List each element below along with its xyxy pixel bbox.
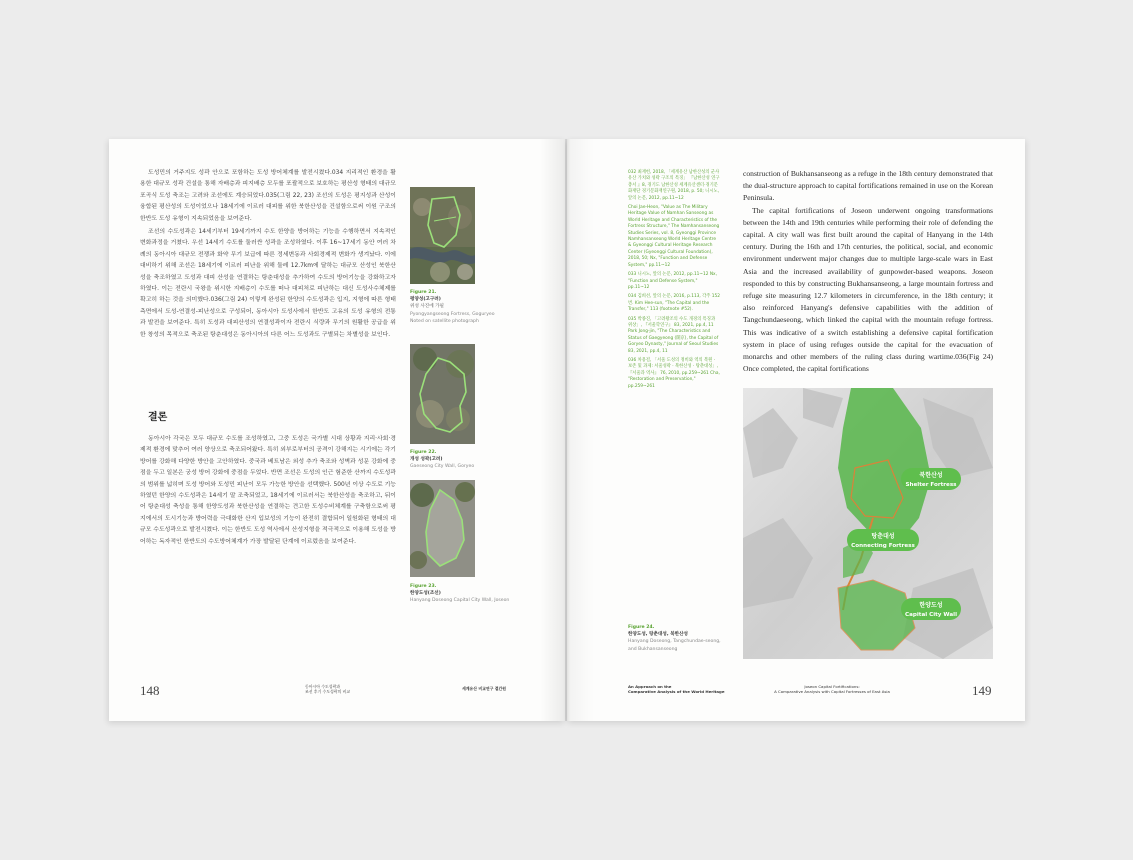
left-footer-series: 세계유산 비교연구 결간원 [462, 686, 507, 691]
footnote-036: 036 차용걸, 「서울 도성의 정비와 역의 복원 · 보존 및 과제: 서울성곽 · 북한산성 · 탕춘대성」, 『서울과 역사』 76, 2010, pp.259~261 Cha, "Restoration and Preservation," pp.259~261 [628, 357, 720, 389]
footnote-033: 033 니시노, 앞의 논문, 2012, pp.11~12 Nx, "Function and Defense System," pp.11~12 [628, 272, 717, 290]
figure-24-number: Figure 24. [628, 625, 655, 630]
figure-23-caption [410, 583, 510, 605]
figure-24-map [743, 388, 993, 659]
map-label-connecting-en: Connecting Fortress [851, 543, 915, 549]
right-footer-right: Joseon Capital Fortifications: A Comparative Analysis with Capital Fortresses of East Asia [774, 684, 890, 695]
figure-24-title-ko: 한양도성, 탕춘대성, 북한산성 [628, 632, 688, 638]
figure-21-caption [410, 289, 510, 325]
map-label-shelter-en: Shelter Fortress [905, 482, 957, 488]
figure-24-caption [628, 624, 724, 653]
map-label-capital-ko: 한양도성 [919, 602, 943, 609]
right-body-text [743, 168, 993, 375]
right-footer-left: An Approach on the Comparative Analysis of the World Heritage [628, 684, 725, 695]
figure-22-caption [410, 449, 510, 471]
page-number-right: 149 [972, 683, 992, 698]
figure-23-title-en: Hanyang Doseong Capital City Wall, Joseon [410, 598, 510, 604]
left-paragraph-2: 조선의 수도성곽은 14세기부터 19세기까지 수도 한양을 방어하는 기능을 수행하면서 지속적인 변화과정을 거쳤다. 우선 14세기 수도를 둘러싼 성곽을 조성하였다. 이후 16~17세기 동안 여러 차례의 동아시아 대규모 전쟁과 화약 무기 보급에 따른 정세변동과 사회경제적 변화가 생겨났다. 이에 대비하기 위해 조선은 18세기에 이르러 피난을 위해 둘레 12.7km에 달하는 대규모 산성인 북한산성을 축조하였고 도성과 대피 산성을 연결하는 탕춘대성을 추가하여 수도의 방어기능을 강화하고자 하였다. 이는 전란시 국왕을 위시한 지배층이 수도를 떠나 대피처로 피난하는 대신 도성사수체제를 확고히 하는 것을 의미했다.036(그림 24) 이렇게 완성된 한양의 수도성곽은 입지, 지형에 따른 형태 측면에서 도성-연결성-피난성으로 구성되어, 동아시아 도성사에서 한반도 고유의 도성 유형의 전통과 발전을 보여준다. 특히 도성과 대피산성의 연결성곽이자 전란시 식량과 무기의 원활한 공급을 위한 창성의 목적으로 축조된 탕춘대성은 동아시아의 다른 어느 도성과도 구별되는 차별성을 보인다. [140, 229, 396, 338]
figure-21-image [410, 187, 475, 284]
figure-22-title-ko: 개성 성곽(고려) [410, 457, 443, 463]
left-footer-title: 동아시아 수도성곽과 조선 후기 수도성곽의 비교 [305, 684, 351, 695]
footnote-034: 034 김희선, 앞의 논문, 2016, p.113, 각주 152번. Kim Hee-sun, "The Capital and the Transfer," 113 (footnote #52). [628, 294, 721, 313]
map-label-connecting-ko: 탕춘대성 [871, 533, 895, 540]
left-paragraph-1: 도성민의 거주지도 성곽 안으로 포함하는 도성 방어체계를 발전시켰다.034 지리적인 환경을 활용한 대규모 성곽 건설을 통해 자배층과 피지배층 모두를 포괄적으로 보호하는 평산성 형태의 대규모 포곡식 도성 축조는 고려와 조선에도 계승되었다.035(그림 22, 23) 조선의 도성은 평지성과 산성이 융합된 평산성의 도성이었으나 18세기에 이르러 대피를 위한 북한산성을 건설함으로써 이원 구조의 한반도 도성 유형이 지속되었음을 보여준다. [140, 170, 396, 222]
footnotes [628, 170, 720, 393]
figure-23-image [410, 480, 475, 577]
footnote-035: 035 박종진, 「고려왕조의 수도 개경의 특징과 위상」, 『서울학연구』 83, 2021, pp.4, 11 Park Jong-jin, "The Characteristics and Status of Gaegyeong (開京), the Capital of Goryeo Dynasty," Journal of Seoul Studies 83, 2021, pp.4, 11 [628, 316, 719, 354]
figure-22-image [410, 344, 475, 444]
right-paragraph-2: The capital fortifications of Joseon underwent ongoing transformations between the 14th and 19th centuries while performing their role of defending the capital. A city wall was first built around the capital of Hanyang in the 14th century. During the 16th and 17th centuries, the political, social, and economic environment underwent major changes due to multiple large-scale wars in East Asia and the increased availability of gunpowder-based weapons. Joseon responded to this by constructing Bukhansanseong, a large mountain fortress and refuge site measuring 12.7 kilometers in circumference, in the 18th century; it also reinforced Hanyang's defensive capabilities with the addition of Tangchundaeseong, which linked the capital with the mountain refuge fortress. This was indicative of a switch establishing a defensive capital fortification system in place of using refuges outside the capital for the evacuation of monarchs and other members of the ruling class during wartime.036(Fig 24) Once completed, the capital fortifications [743, 205, 993, 374]
book-gutter [540, 139, 594, 721]
figure-21-note-en: Noted on satellite photograph [410, 318, 479, 324]
map-label-capital-en: Capital City Wall [905, 612, 957, 618]
figure-21-title-en: Pyongyangseong Fortress, Goguryeo [410, 311, 495, 317]
figure-24-title-en: Hanyang Doseong, Tangchundae-seong, and Bukhansanseong [628, 639, 721, 652]
figure-23-title-ko: 한양도성(조선) [410, 591, 441, 597]
footnote-032: 032 최재헌, 2018, 「세계유산 남한산성의 군사 유산 가치와 성곽 구조의 특징」 『남한산성 연구총서 』8, 경기도 남한산성 세계유산센터·경기문화재단 경기문화재연구원, 2018, p. 50; 니시노, 앞의 논문, 2012, pp.11~12 [628, 170, 720, 201]
figure-22-title-en: Gaeseong City Wall, Goryeo [410, 464, 475, 470]
conclusion-paragraph: 동아시아 각국은 모두 대규모 수도를 조성하였고, 그중 도성은 국가별 시대 상황과 지리·사회·경제적 환경에 맞추어 여러 양상으로 축조되어왔다. 특히 외부로부터의 공격이 강해지는 시기에는 각기 방어를 강화해 다양한 방안을 고안하였다. 중국과 베트남은 외성 추가 축조와 성벽과 성문 강화에 중점을 두고 일본은 궁성 방어 강화에 중점을 두었다. 반면 조선은 도성의 인근 험준한 산까지 수도성곽의 범위를 넓히며 도성 방어와 도성민 피난이 모두 가능한 방안을 선택했다. 500년 이상 수도로 기능하였던 한양의 수도성곽은 14세기 말 조축되었고, 18세기에 이르러서는 북한산성을 축조하고, 뒤이어 탕춘대성 축성을 통해 한양도성과 북한산성을 연결하는 견고한 도성수비체계를 구축함으로써 평지에서의 도시기능과 방어력을 극대화한 산지 입보성의 기능이 완전히 결합되어 일원화된 형태의 대규모 수도성곽으로 발전시켰다. 이는 한반도 도성 역사에서 산성지형을 적극적으로 이용해 도성을 방어하는 독자적인 한반도의 수도방어체계가 가장 발달된 단계에 이르렀음을 보여준다. [140, 436, 396, 545]
conclusion-heading: 결론 [148, 412, 168, 423]
right-paragraph-1: construction of Bukhansanseong as a refuge in the 18th century demonstrated that the dual-structure approach to capital fortifications remained in use on the Korean Peninsula. [743, 169, 993, 203]
figure-21-title-ko: 평양성(고구려) [410, 297, 441, 303]
figure-22-number: Figure 22. [410, 450, 437, 455]
footnote-032-en: Choi Jae-Heon, "Value as The Military Heritage Value of Namhan Sanseong as World Heritage and Characteristics of the Fortress Structure," The Namhansanseong Studies Series, vol. 8, Gyeonggi Province Namhansanseong World Heritage Centre & Gyeonggi Cultural Heritage Research Center (Gyeonggi Cultural Foundation), 2018, 50; Nx, "Function and Defense System," pp.11~12 [628, 205, 720, 268]
figure-21-number: Figure 21. [410, 290, 437, 295]
conclusion-text [140, 434, 396, 550]
page-number-left: 148 [140, 683, 160, 698]
figure-21-note-ko: 위성 사진에 가필 [410, 304, 444, 310]
figure-23-number: Figure 23. [410, 584, 437, 589]
left-body-text [140, 168, 396, 343]
map-label-shelter-ko: 북한산성 [919, 472, 943, 479]
